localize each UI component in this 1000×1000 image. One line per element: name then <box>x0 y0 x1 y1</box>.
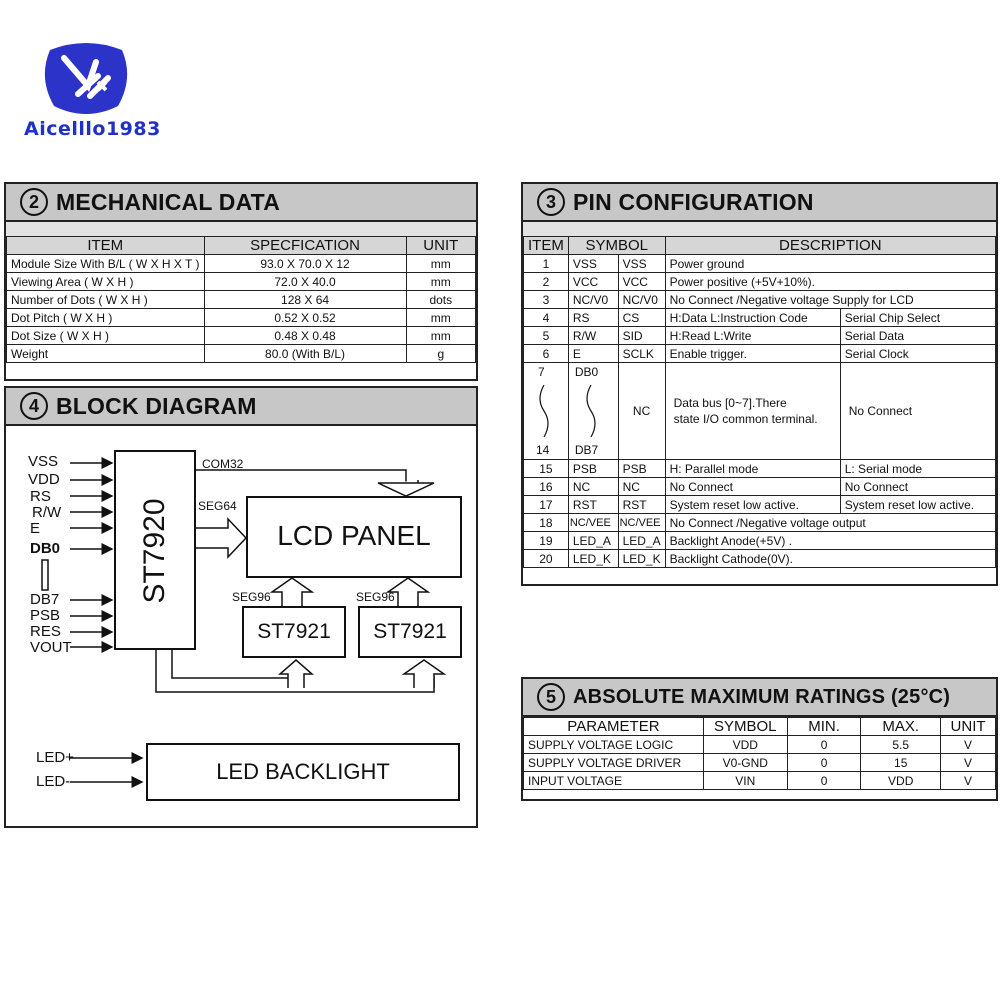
pin-number: 20 <box>524 550 569 568</box>
header-spacer <box>523 222 996 236</box>
mechanical-table <box>6 236 476 363</box>
spec-cell: 0.48 X 0.48 <box>204 327 406 345</box>
pin-number-range <box>524 363 569 460</box>
spec-cell: 80.0 (With B/L) <box>204 345 406 363</box>
pin-symbol: RST <box>568 496 618 514</box>
pin-number: 17 <box>524 496 569 514</box>
pin-description-serial: Serial Clock <box>840 345 995 363</box>
table-row-data-bus <box>524 363 996 460</box>
driver-chip <box>242 606 346 658</box>
pin-number: 15 <box>524 460 569 478</box>
lcd-panel-block <box>246 496 462 578</box>
pin-number-start: 7 <box>538 365 545 379</box>
brand-name: Aicelllo1983 <box>24 118 161 140</box>
unit-cell: V <box>941 754 996 772</box>
pin-description-serial: Serial Chip Select <box>840 309 995 327</box>
column-header: UNIT <box>941 718 996 736</box>
table-row <box>524 514 996 532</box>
seg96-label: SEG96 <box>356 590 395 604</box>
pin-symbol-serial: NC/VEE <box>618 514 665 532</box>
pin-label: RS <box>30 488 51 505</box>
description-line: Data bus [0~7].There <box>673 396 787 410</box>
item-cell: Viewing Area ( W X H ) <box>7 273 205 291</box>
seg96-label: SEG96 <box>232 590 271 604</box>
pin-symbol: NC/VEE <box>568 514 618 532</box>
pin-label: RES <box>30 623 61 640</box>
pin-symbol-serial: CS <box>618 309 665 327</box>
driver-chip <box>358 606 462 658</box>
pin-symbol-serial: RST <box>618 496 665 514</box>
pin-configuration-header <box>523 184 996 222</box>
column-header: MIN. <box>787 718 861 736</box>
ratings-header <box>523 679 996 717</box>
unit-cell: V <box>941 772 996 790</box>
column-header: DESCRIPTION <box>665 237 995 255</box>
pin-symbol-end: DB7 <box>574 443 599 457</box>
pin-description: Power ground <box>665 255 995 273</box>
block-diagram-panel <box>4 386 478 828</box>
pin-description: No Connect /Negative voltage Supply for LCD <box>665 291 995 309</box>
ratings-table <box>523 717 996 790</box>
seg64-label: SEG64 <box>198 499 237 513</box>
pin-symbol: LED_A <box>568 532 618 550</box>
table-header-row <box>524 718 996 736</box>
symbol-cell: VDD <box>703 736 787 754</box>
pin-symbol-serial: NC/V0 <box>618 291 665 309</box>
pin-number-end: 14 <box>536 443 550 457</box>
mechanical-data-header <box>6 184 476 222</box>
pin-description: Backlight Cathode(0V). <box>665 550 995 568</box>
pin-label: VDD <box>28 471 60 488</box>
column-header: PARAMETER <box>524 718 704 736</box>
pin-symbol: NC/V0 <box>568 291 618 309</box>
pin-number: 18 <box>524 514 569 532</box>
table-row <box>7 309 476 327</box>
pin-description-serial: System reset low active. <box>840 496 995 514</box>
led-plus-label: LED+ <box>36 749 74 766</box>
unit-cell: V <box>941 736 996 754</box>
pin-description-serial: No Connect <box>840 478 995 496</box>
pin-description: Backlight Anode(+5V) . <box>665 532 995 550</box>
min-cell: 0 <box>787 772 861 790</box>
pin-symbol: E <box>568 345 618 363</box>
table-row <box>7 273 476 291</box>
pin-description-serial: Serial Data <box>840 327 995 345</box>
table-row <box>524 291 996 309</box>
pin-symbol: VCC <box>568 273 618 291</box>
header-spacer <box>6 222 476 236</box>
table-row <box>7 345 476 363</box>
table-row <box>524 772 996 790</box>
pin-symbol: LED_K <box>568 550 618 568</box>
min-cell: 0 <box>787 736 861 754</box>
pin-description-serial: No Connect <box>840 363 995 460</box>
table-header-row <box>524 237 996 255</box>
unit-cell: mm <box>406 309 475 327</box>
pin-symbol-serial: LED_K <box>618 550 665 568</box>
table-row <box>7 291 476 309</box>
pin-number: 19 <box>524 532 569 550</box>
pin-description: System reset low active. <box>665 496 840 514</box>
table-row <box>524 255 996 273</box>
unit-cell: g <box>406 345 475 363</box>
pin-description-serial: L: Serial mode <box>840 460 995 478</box>
pin-symbol-serial: VSS <box>618 255 665 273</box>
pin-symbol-serial: PSB <box>618 460 665 478</box>
section-number: 3 <box>537 188 565 216</box>
column-header: SYMBOL <box>568 237 665 255</box>
parameter-cell: SUPPLY VOLTAGE LOGIC <box>524 736 704 754</box>
pin-symbol-serial: SID <box>618 327 665 345</box>
max-cell: VDD <box>861 772 941 790</box>
ratings-panel <box>521 677 998 801</box>
pin-label: VSS <box>28 453 59 470</box>
column-header: UNIT <box>406 237 475 255</box>
pin-symbol: VSS <box>568 255 618 273</box>
table-row <box>524 273 996 291</box>
table-row <box>524 550 996 568</box>
range-brace-icon <box>581 385 601 437</box>
pin-symbol-start: DB0 <box>574 365 599 379</box>
range-brace-icon <box>534 385 554 437</box>
max-cell: 15 <box>861 754 941 772</box>
table-row <box>524 309 996 327</box>
pin-symbol-serial: VCC <box>618 273 665 291</box>
pin-label: DB7 <box>30 591 60 608</box>
pin-number: 2 <box>524 273 569 291</box>
section-title: PIN CONFIGURATION <box>573 188 814 215</box>
mechanical-data-panel <box>4 182 478 381</box>
item-cell: Number of Dots ( W X H ) <box>7 291 205 309</box>
pin-symbol: PSB <box>568 460 618 478</box>
logo-icon <box>40 38 132 118</box>
column-header: SPECFICATION <box>204 237 406 255</box>
pin-symbol-serial: NC <box>618 478 665 496</box>
unit-cell: dots <box>406 291 475 309</box>
led-backlight-block <box>146 743 460 801</box>
controller-chip <box>114 450 196 650</box>
pin-symbol-serial: LED_A <box>618 532 665 550</box>
section-title: BLOCK DIAGRAM <box>56 392 257 419</box>
table-row <box>524 345 996 363</box>
led-backlight-label: LED BACKLIGHT <box>216 759 390 784</box>
pin-description <box>665 363 840 460</box>
pin-symbol-serial: NC <box>618 363 665 460</box>
pin-description: H:Read L:Write <box>665 327 840 345</box>
com-label: COM32 <box>202 457 244 471</box>
table-row <box>524 532 996 550</box>
section-number: 4 <box>20 392 48 420</box>
unit-cell: mm <box>406 273 475 291</box>
unit-cell: mm <box>406 327 475 345</box>
table-header-row <box>7 237 476 255</box>
pin-symbol-serial: SCLK <box>618 345 665 363</box>
pin-number: 16 <box>524 478 569 496</box>
pin-description: No Connect /Negative voltage output <box>665 514 995 532</box>
pin-table <box>523 236 996 568</box>
parameter-cell: SUPPLY VOLTAGE DRIVER <box>524 754 704 772</box>
unit-cell: mm <box>406 255 475 273</box>
driver-label: ST7921 <box>373 620 447 643</box>
max-cell: 5.5 <box>861 736 941 754</box>
pin-description: H:Data L:Instruction Code <box>665 309 840 327</box>
spec-cell: 0.52 X 0.52 <box>204 309 406 327</box>
column-header: MAX. <box>861 718 941 736</box>
pin-symbol: NC <box>568 478 618 496</box>
section-title: ABSOLUTE MAXIMUM RATINGS (25°C) <box>573 685 951 708</box>
pin-label: R/W <box>32 504 62 521</box>
section-title: MECHANICAL DATA <box>56 188 281 215</box>
column-header: SYMBOL <box>703 718 787 736</box>
column-header: ITEM <box>7 237 205 255</box>
led-minus-label: LED- <box>36 773 71 790</box>
pin-label: PSB <box>30 607 61 624</box>
pin-number: 1 <box>524 255 569 273</box>
table-row <box>524 478 996 496</box>
pin-symbol: R/W <box>568 327 618 345</box>
spec-cell: 128 X 64 <box>204 291 406 309</box>
item-cell: Weight <box>7 345 205 363</box>
pin-label: DB0 <box>30 540 61 557</box>
pin-number: 3 <box>524 291 569 309</box>
description-line: state I/O common terminal. <box>673 412 818 426</box>
driver-label: ST7921 <box>257 620 331 643</box>
lcd-panel-label: LCD PANEL <box>277 520 431 551</box>
item-cell: Dot Size ( W X H ) <box>7 327 205 345</box>
symbol-cell: VIN <box>703 772 787 790</box>
parameter-cell: INPUT VOLTAGE <box>524 772 704 790</box>
pin-number: 4 <box>524 309 569 327</box>
table-row <box>524 754 996 772</box>
spec-cell: 93.0 X 70.0 X 12 <box>204 255 406 273</box>
pin-description: H: Parallel mode <box>665 460 840 478</box>
column-header: ITEM <box>524 237 569 255</box>
pin-description: Enable trigger. <box>665 345 840 363</box>
min-cell: 0 <box>787 754 861 772</box>
item-cell: Dot Pitch ( W X H ) <box>7 309 205 327</box>
pin-number: 5 <box>524 327 569 345</box>
section-number: 2 <box>20 188 48 216</box>
pin-configuration-panel <box>521 182 998 586</box>
pin-number: 6 <box>524 345 569 363</box>
table-row <box>524 327 996 345</box>
table-row <box>524 460 996 478</box>
pin-label: VOUT <box>30 639 72 656</box>
section-number: 5 <box>537 683 565 711</box>
controller-label: ST7920 <box>138 498 171 604</box>
table-row <box>7 327 476 345</box>
item-cell: Module Size With B/L ( W X H X T ) <box>7 255 205 273</box>
pin-description: No Connect <box>665 478 840 496</box>
pin-description: Power positive (+5V+10%). <box>665 273 995 291</box>
pin-label: E <box>30 520 41 537</box>
symbol-cell: V0-GND <box>703 754 787 772</box>
table-row <box>524 736 996 754</box>
pin-symbol-range <box>568 363 618 460</box>
spec-cell: 72.0 X 40.0 <box>204 273 406 291</box>
pin-symbol: RS <box>568 309 618 327</box>
table-row <box>524 496 996 514</box>
table-row <box>7 255 476 273</box>
